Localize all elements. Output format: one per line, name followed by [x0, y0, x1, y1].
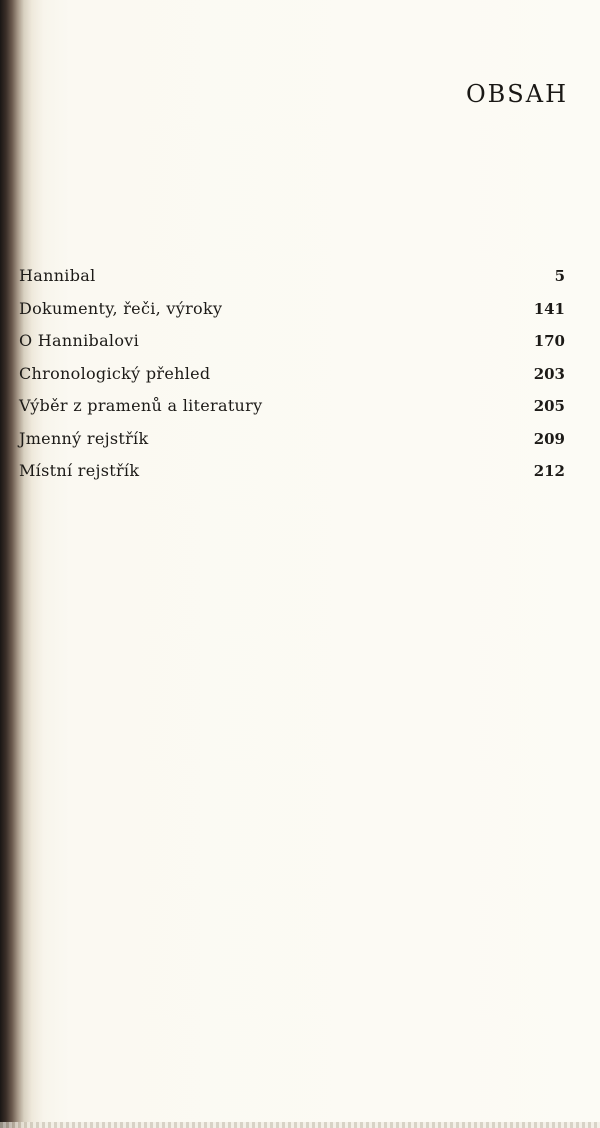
toc-entry-label: Místní rejstřík: [19, 461, 140, 480]
table-of-contents: [19, 266, 565, 494]
toc-entry-page: 203: [533, 364, 565, 383]
toc-entry-label: Jmenný rejstřík: [19, 428, 149, 448]
toc-entry-label: Hannibal: [19, 266, 96, 285]
toc-entry-page: 170: [533, 332, 565, 350]
toc-entry-label: O Hannibalovi: [19, 331, 140, 350]
toc-entry-page: 141: [533, 299, 565, 318]
toc-entry-page: 5: [554, 267, 565, 285]
toc-entry: [19, 429, 565, 462]
toc-entry: [19, 396, 565, 429]
toc-entry-label: Výběr z pramenů a literatury: [19, 396, 263, 415]
toc-entry: [19, 331, 565, 364]
toc-entry-page: 212: [533, 462, 565, 480]
toc-entry-page: 209: [533, 429, 565, 448]
page-title: OBSAH: [465, 80, 568, 108]
toc-entry: [19, 299, 565, 332]
toc-entry-label: Chronologický přehled: [19, 363, 211, 383]
toc-entry-page: 205: [533, 397, 565, 415]
toc-entry: [19, 266, 565, 299]
page-bottom-edge: [0, 1122, 600, 1128]
toc-entry-label: Dokumenty, řeči, výroky: [19, 298, 223, 318]
toc-entry: [19, 461, 565, 494]
toc-entry: [19, 364, 565, 397]
